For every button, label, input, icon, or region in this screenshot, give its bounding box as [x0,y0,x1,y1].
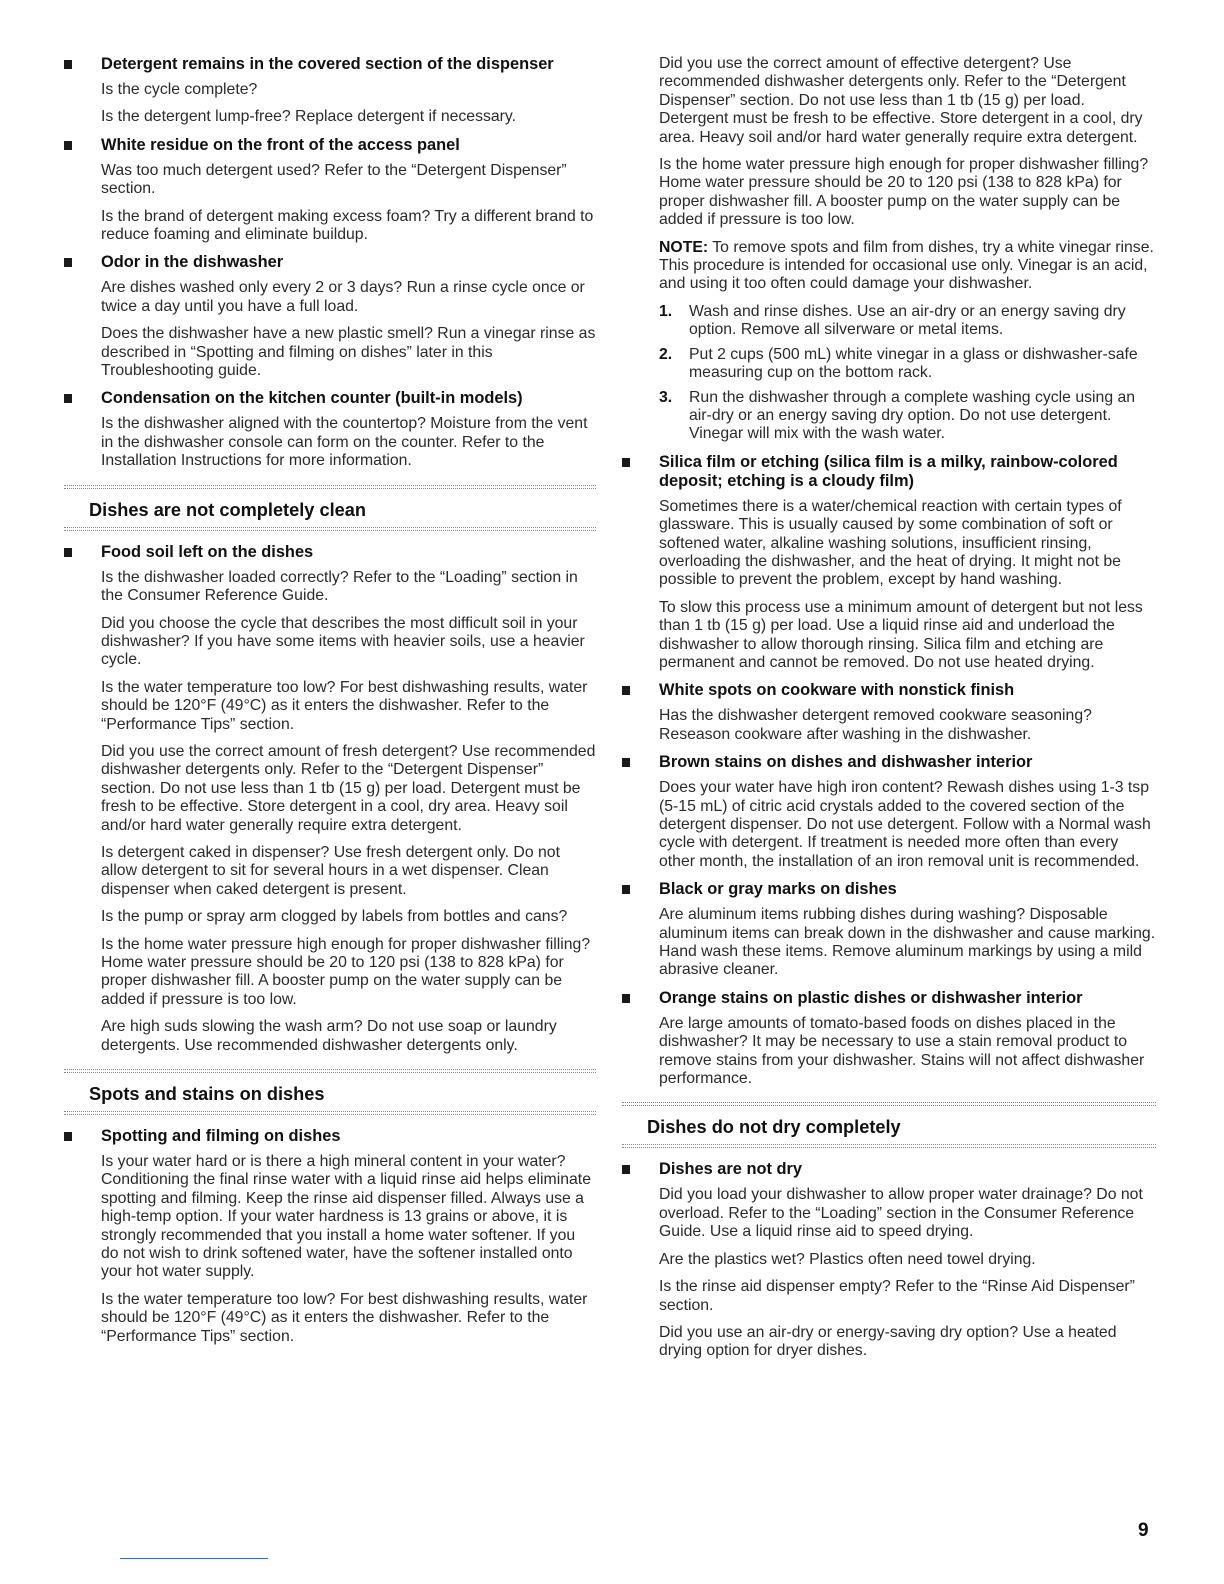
bullet-icon [622,686,630,695]
section-title: Dishes do not dry completely [647,1117,901,1138]
bullet-icon [622,994,630,1003]
item-paragraph: Is the water temperature too low? For best dishwashing results, water should be 120°F (49°C) as it enters the dishwasher. Refer to the “Performance Tips” section. [101,1290,588,1345]
list-item: 1. Wash and rinse dishes. Use an air-dry or an energy saving dry option. Remove all silverware or metal items. [659,302,1126,339]
bullet-icon [622,1165,630,1174]
item-paragraph: Did you use the correct amount of fresh detergent? Use recommended dishwasher detergents only. Refer to the “Detergent Dispenser” section. Do not use less than 1 tb (15 g) per load. Detergent must be fresh to be effective. Store detergent in a cool, dry area. Heavy soil and/or hard water generally require extra detergent. [101,742,596,834]
section-title: Spots and stains on dishes [89,1084,325,1105]
item-title: Brown stains on dishes and dishwasher interior [622,753,1156,772]
item-paragraph: Does your water have high iron content? Rewash dishes using 1-3 tsp (5-15 mL) of citric acid crystals added to the covered section of the detergent dispenser. Do not use detergent. Follow with a Normal wash cycle with detergent. If treatment is needed more often than every other month, the installation of an iron removal unit is recommended. [659,779,1151,870]
item-paragraph: Is the home water pressure high enough for proper dishwasher filling? Home water pressure should be 20 to 120 psi (138 to 828 kPa) for proper dishwasher fill. A booster pump on the water supply can be added if pressure is too low. [101,935,591,1008]
item-title: Detergent remains in the covered section of the dispenser [64,55,596,74]
list-item: 3. Run the dishwasher through a complete washing cycle using an air-dry or an energy saving dry option. Do not use detergent. Vinegar will mix with the wash water. [659,388,1136,443]
item-title: Black or gray marks on dishes [622,880,1156,899]
bullet-icon [64,394,72,403]
item-paragraph: Did you choose the cycle that describes the most difficult soil in your dishwasher? If you have some items with heavier soils, use a heavier cycle. [101,614,585,669]
bullet-icon [64,1132,72,1141]
dotted-divider [64,1111,596,1115]
dotted-divider [622,1144,1156,1148]
bullet-icon [64,258,72,267]
item-paragraph: Are high suds slowing the wash arm? Do not use soap or laundry detergents. Use recommended dishwasher detergents only. [101,1018,557,1054]
item-paragraph: Is the home water pressure high enough for proper dishwasher filling? Home water pressure should be 20 to 120 psi (138 to 828 kPa) for proper dishwasher fill. A booster pump on the water supply can be added if pressure is too low. [659,156,1149,229]
troubleshoot-item [622,681,1156,744]
right-column [622,55,1156,1370]
troubleshoot-item [622,753,1156,871]
item-paragraph: Does the dishwasher have a new plastic smell? Run a vinegar rinse as described in “Spotting and filming on dishes” later in this Troubleshooting guide. [101,325,596,380]
item-paragraph: To slow this process use a minimum amount of detergent but not less than 1 tb (15 g) per load. Use a liquid rinse aid and underload the dishwasher to allow thorough rinsing. Silica film and etching are permanent and cannot be removed. Do not use heated drying. [659,598,1143,671]
item-paragraph: Is the detergent lump-free? Replace detergent if necessary. [101,108,517,126]
step-number: 3. [659,388,673,406]
page-number: 9 [1138,1520,1149,1541]
step-number: 2. [659,345,673,363]
item-paragraph: Is the dishwasher loaded correctly? Refer to the “Loading” section in the Consumer Reference Guide. [101,568,578,605]
item-paragraph: Is your water hard or is there a high mineral content in your water? Conditioning the final rinse water with a liquid rinse aid helps eliminate spotting and filming. Keep the rinse aid dispenser filled. Always use a high-temp option. If your water hardness is 13 grains or above, it is strongly recommended that you install a home water softener. If you do not wish to drink softened water, have the softener installed onto your hot water supply. [101,1153,591,1281]
item-title: Spotting and filming on dishes [64,1127,596,1146]
item-title: Dishes are not dry [622,1160,1156,1179]
item-paragraph: Did you use an air-dry or energy-saving dry option? Use a heated drying option for dryer dishes. [659,1323,1117,1360]
troubleshoot-item [64,389,596,470]
bullet-icon [622,758,630,767]
left-column [64,55,596,1355]
step-number: 1. [659,302,673,320]
item-paragraph: Sometimes there is a water/chemical reaction with certain types of glassware. This is usually caused by some combination of soft or softened water, alkaline washing solutions, insufficient rinsing, overloading the dishwasher, and the heat of drying. It might not be possible to prevent the problem, except by hand washing. [659,497,1122,589]
steps-list [659,303,1156,444]
item-paragraph: Is the pump or spray arm clogged by labels from bottles and cans? [101,908,568,926]
bullet-icon [64,141,72,150]
item-paragraph: Are the plastics wet? Plastics often need towel drying. [659,1250,1036,1268]
item-paragraph: Is the water temperature too low? For best dishwashing results, water should be 120°F (49°C) as it enters the dishwasher. Refer to the “Performance Tips” section. [101,678,588,733]
note-text: To remove spots and film from dishes, try a white vinegar rinse. This procedure is intended for occasional use only. Vinegar is an acid, and using it too often could damage your dishwasher. [659,238,1154,293]
note-label: NOTE: [659,238,709,256]
bullet-icon [64,548,72,557]
bullet-icon [622,458,630,467]
item-paragraph: Are aluminum items rubbing dishes during washing? Disposable aluminum items can break down in the dishwasher and cause marking. Hand wash these items. Remove aluminum markings by using a mild abrasive cleaner. [659,906,1156,979]
section-header [64,485,596,531]
item-paragraph: Was too much detergent used? Refer to the “Detergent Dispenser” section. [101,161,567,198]
footer-rule [120,1558,268,1559]
item-title: Orange stains on plastic dishes or dishwasher interior [622,989,1156,1008]
list-item: 2. Put 2 cups (500 mL) white vinegar in a glass or dishwasher-safe measuring cup on the bottom rack. [659,345,1138,382]
section-header [64,1069,596,1115]
item-paragraph: Did you use the correct amount of effective detergent? Use recommended dishwasher detergents only. Refer to the “Detergent Dispenser” section. Do not use less than 1 tb (15 g) per load. Detergent must be fresh to be effective. Store detergent in a cool, dry area. Heavy soil and/or hard water generally require extra detergent. [659,55,1143,146]
troubleshoot-item [64,55,596,127]
troubleshoot-item [622,989,1156,1089]
item-paragraph: Has the dishwasher detergent removed cookware seasoning? Reseason cookware after washing in the dishwasher. [659,707,1092,743]
item-title: Odor in the dishwasher [64,253,596,272]
troubleshoot-item [64,1127,596,1346]
item-paragraph: Is the rinse aid dispenser empty? Refer to the “Rinse Aid Dispenser” section. [659,1278,1135,1314]
item-title: White residue on the front of the access panel [64,136,596,155]
item-paragraph: Is the brand of detergent making excess foam? Try a different brand to reduce foaming and eliminate buildup. [101,207,594,244]
item-title: Condensation on the kitchen counter (built-in models) [64,389,596,408]
item-title: Silica film or etching (silica film is a milky, rainbow-colored deposit; etching is a cloudy film) [622,453,1156,491]
item-paragraph: Did you load your dishwasher to allow proper water drainage? Do not overload. Refer to the “Loading” section in the Consumer Reference Guide. Use a liquid rinse aid to speed drying. [659,1186,1143,1241]
section-title: Dishes are not completely clean [89,499,366,520]
item-paragraph: Is the dishwasher aligned with the countertop? Moisture from the vent in the dishwasher console can form on the counter. Refer to the Installation Instructions for more information. [101,415,588,470]
item-title: White spots on cookware with nonstick finish [622,681,1156,700]
item-paragraph: Are large amounts of tomato-based foods on dishes placed in the dishwasher? It may be necessary to use a stain removal product to remove stains from your dishwasher. Stains will not affect dishwasher performance. [659,1014,1145,1088]
item-title: Food soil left on the dishes [64,543,596,562]
dotted-divider [64,527,596,531]
note-paragraph [659,239,1156,294]
troubleshoot-item [64,136,596,245]
troubleshoot-item [622,880,1156,980]
item-paragraph: Are dishes washed only every 2 or 3 days? Run a rinse cycle once or twice a day until you have a full load. [101,279,585,315]
troubleshoot-item [64,253,596,380]
troubleshoot-item [622,1160,1156,1360]
item-paragraph: Is detergent caked in dispenser? Use fresh detergent only. Do not allow detergent to sit for several hours in a wet dispenser. Clean dispenser when caked detergent is present. [101,843,560,898]
bullet-icon [622,885,630,894]
item-paragraph: Is the cycle complete? [101,81,258,98]
troubleshoot-item [622,453,1156,673]
section-header [622,1102,1156,1148]
bullet-icon [64,60,72,69]
troubleshoot-item [64,543,596,1055]
